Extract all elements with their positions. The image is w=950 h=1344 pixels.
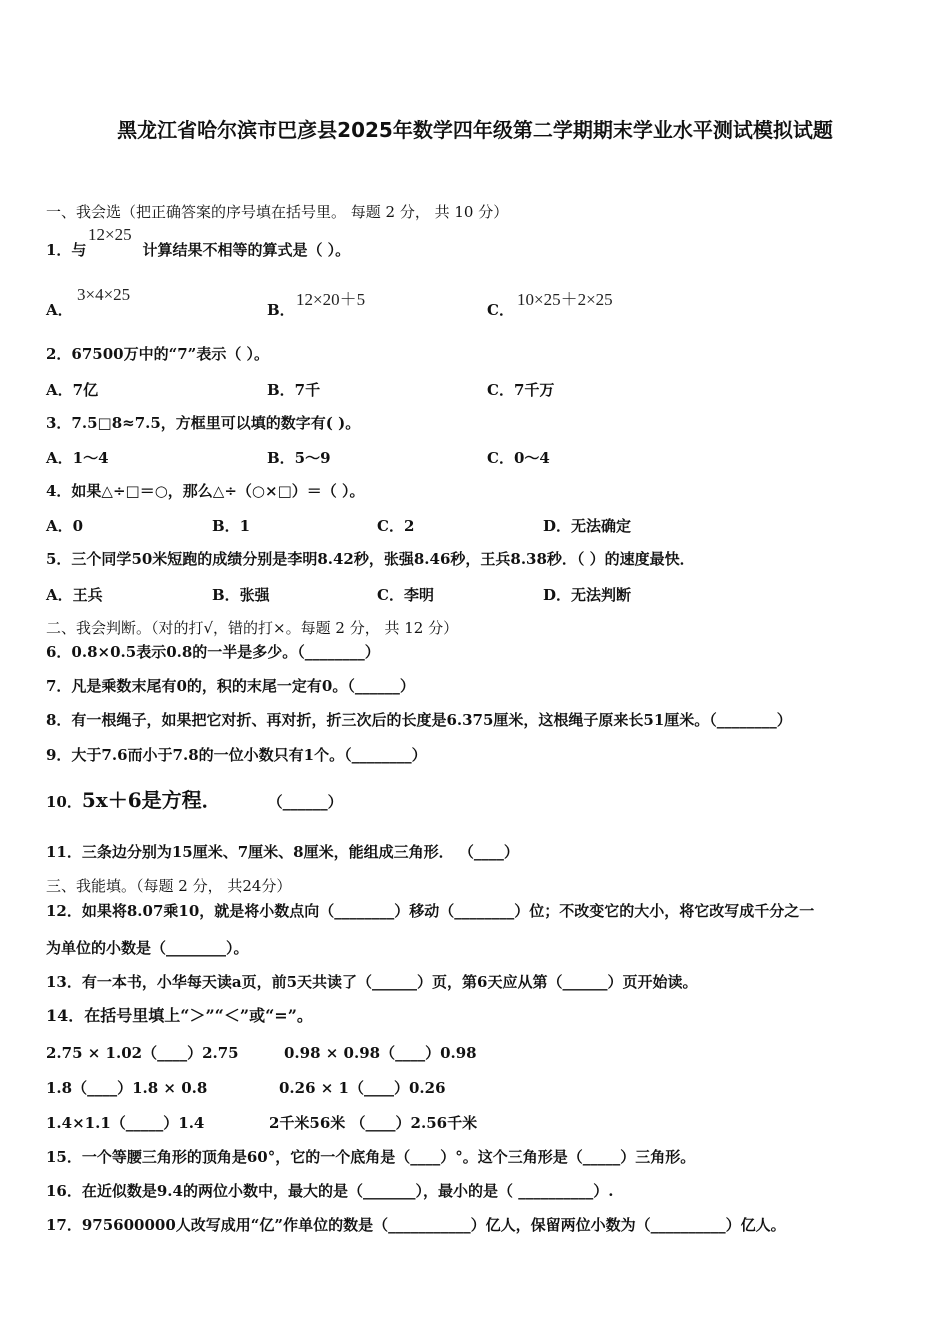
question-4-option-d: D．无法确定 [543,517,632,535]
question-8: 8．有一根绳子，如果把它对折、再对折，折三次后的长度是6.375厘米，这根绳子原来长51厘米。（________） [46,711,792,729]
question-10-blank: （______） [267,793,343,811]
question-14-item-3: 1.8（____）1.8 × 0.8 [46,1079,208,1097]
question-1-text: 计算结果不相等的算式是（ ）。 [142,241,351,259]
question-5: 5．三个同学50米短跑的成绩分别是李明8.42秒，张强8.46秒，王兵8.38秒．（ ）的速度最快． [46,550,695,568]
question-13: 13．有一本书，小华每天读a页，前5天共读了（______）页，第6天应从第（______）页开始读。 [46,973,698,991]
question-4-option-c: C．2 [377,517,415,535]
question-4-option-a: A．0 [46,517,84,535]
question-4-option-b: B．1 [212,517,251,535]
question-5-option-a: A．王兵 [46,586,103,604]
section-2-heading: 二、我会判断。（对的打√，错的打×。每题 2 分， 共 12 分） [46,619,459,637]
page-title: 黑龙江省哈尔滨市巴彦县2025年数学四年级第二学期期末学业水平测试模拟试题 [117,118,833,142]
question-7: 7．凡是乘数末尾有0的，积的末尾一定有0。（______） [46,677,415,695]
question-12-line-1: 12．如果将8.07乘10，就是将小数点向（________）移动（________）位；不改变它的大小，将它改写成千分之一 [46,902,815,920]
question-14-item-2: 0.98 × 0.98（____）0.98 [284,1044,477,1062]
question-5-option-b: B．张强 [212,586,270,604]
question-10-number: 10． [46,793,82,811]
section-3-heading: 三、我能填。（每题 2 分， 共24分） [46,877,292,895]
question-5-option-d: D．无法判断 [543,586,632,604]
question-17: 17．975600000人改写成用“亿”作单位的数是（___________）亿人，保留两位小数为（__________）亿人。 [46,1216,786,1234]
question-16: 16．在近似数是9.4的两位小数中，最大的是（_______），最小的是（ __________）. [46,1182,614,1200]
question-15: 15．一个等腰三角形的顶角是60°，它的一个底角是（____）°。这个三角形是（_____）三角形。 [46,1148,696,1166]
question-11: 11．三条边分别为15厘米、7厘米、8厘米，能组成三角形． （____） [46,843,519,861]
question-1-option-b-label: B． [267,301,295,319]
question-3-option-a: A．1～4 [46,449,109,467]
question-6: 6．0.8×0.5表示0.8的一半是多少。（________） [46,643,380,661]
question-1-option-a-label: A． [46,301,73,319]
question-2-option-a: A．7亿 [46,381,99,399]
question-1-option-c-label: C． [487,301,514,319]
question-1-expression: 12×25 [88,225,132,244]
question-2-option-b: B．7千 [267,381,321,399]
question-2-option-c: C．7千万 [487,381,555,399]
question-1-prefix: 1．与 [46,241,87,259]
question-14-item-5: 1.4×1.1（_____）1.4 [46,1114,205,1132]
question-3: 3．7.5□8≈7.5，方框里可以填的数字有( )。 [46,414,361,432]
question-12-line-2: 为单位的小数是（________）。 [46,939,249,957]
question-10 [46,790,343,812]
question-3-option-b: B．5～9 [267,449,331,467]
question-1-option-a-expr: 3×4×25 [77,285,131,304]
question-5-option-c: C．李明 [377,586,434,604]
question-1-option-c-expr: 10×25＋2×25 [517,290,613,309]
section-1-heading: 一、我会选（把正确答案的序号填在括号里。 每题 2 分， 共 10 分） [46,203,509,221]
question-14-item-6: 2千米56米 （____）2.56千米 [269,1114,478,1132]
question-4: 4．如果△÷□＝○，那么△÷（○×□）＝（ ）。 [46,482,365,500]
question-2: 2．67500万中的“7”表示（ ）。 [46,345,270,363]
question-14-item-1: 2.75 × 1.02（____）2.75 [46,1044,239,1062]
question-3-option-c: C．0～4 [487,449,550,467]
question-14-item-4: 0.26 × 1（____）0.26 [279,1079,446,1097]
question-10-expression: 5x＋6是方程． [81,788,222,812]
question-9: 9．大于7.6而小于7.8的一位小数只有1个。（________） [46,746,427,764]
question-1-option-b-expr: 12×20＋5 [296,290,366,309]
question-14: 14．在括号里填上“＞”“＜”或“=”。 [46,1006,313,1025]
